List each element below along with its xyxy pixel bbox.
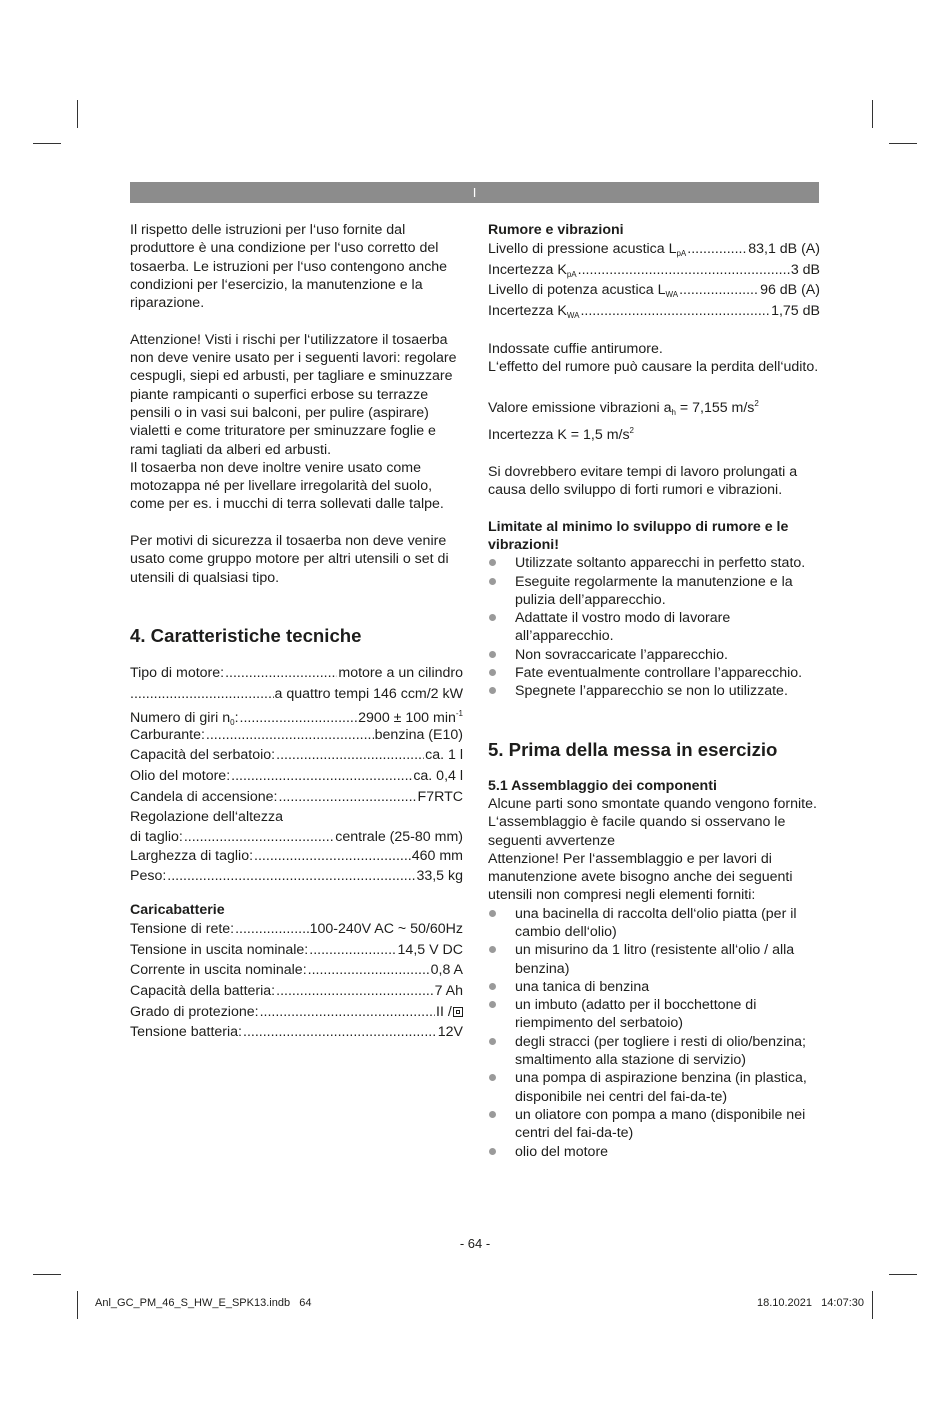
limit-list <box>488 554 820 700</box>
double-insulation-icon <box>453 1007 463 1017</box>
bullet-icon <box>489 614 496 621</box>
list-item: Utilizzate soltanto apparecchi in perfetto stato. <box>488 554 820 572</box>
spec-cut-width <box>130 846 463 867</box>
spec-label: di taglio: <box>130 828 183 845</box>
list-item: un misurino da 1 litro (resistente all‘olio / alla benzina) <box>488 941 820 978</box>
left-column <box>130 221 463 1043</box>
spec-label: Tensione in uscita nominale: <box>130 941 309 958</box>
noise-kwa <box>488 301 820 322</box>
spec-value: ca. 1 l <box>425 747 463 764</box>
charger-output-current <box>130 960 463 981</box>
noise-kpa <box>488 260 820 281</box>
spec-value: 12V <box>437 1024 463 1041</box>
list-item: un oliatore con pompa a mano (disponibile nei centri del fai-da-te) <box>488 1106 820 1143</box>
list-item: Adattate il vostro modo di lavorare all’apparecchio. <box>488 609 820 646</box>
bullet-icon <box>489 669 496 676</box>
spec-value: 100-240V AC ~ 50/60Hz <box>309 921 463 938</box>
spec-label: Grado di protezione: <box>130 1003 259 1020</box>
safety-paragraph: Per motivi di sicurezza il tosaerba non deve venire usato come gruppo motore per altri utensili o set di utensili di qualsiasi tipo. <box>130 533 449 586</box>
spec-label: Peso: <box>130 868 167 885</box>
avoid-paragraph: Si dovrebbero evitare tempi di lavoro prolungati a causa dello sviluppo di forti rumori e vibrazioni. <box>488 463 798 499</box>
spec-label: Candela di accensione: <box>130 788 278 805</box>
crop-mark-top-right-horizontal <box>889 143 917 144</box>
ear-protection-line: Indossate cuffie antirumore. <box>488 340 663 357</box>
bullet-icon <box>489 946 496 953</box>
spec-rpm <box>130 704 463 728</box>
spec-value: F7RTC <box>417 788 463 805</box>
bullet-icon <box>489 687 496 694</box>
charger-protection <box>130 1002 463 1023</box>
charger-battery-capacity <box>130 981 463 1002</box>
restriction-paragraph: Il tosaerba non deve inoltre venire usato come motozappa né per livellare irregolarità del suolo, come per es. i mucchi di terra sollevati dalle talpe. <box>130 459 444 513</box>
spec-engine-type <box>130 663 463 684</box>
charger-battery-voltage <box>130 1022 463 1043</box>
spec-value: motore a un cilindro <box>338 664 463 681</box>
assembly-intro: Alcune parti sono smontate quando vengono fornite. L‘assemblaggio è facile quando si osservano le seguenti avvertenze <box>488 795 817 849</box>
spec-label: Olio del motore: <box>130 767 231 784</box>
list-item: una bacinella di raccolta dell‘olio piatta (per il cambio dell‘olio) <box>488 905 820 942</box>
crop-mark-bottom-left-horizontal <box>33 1274 61 1275</box>
charger-title: Caricabatterie <box>130 901 225 918</box>
section-4-title: 4. Caratteristiche tecniche <box>130 624 362 646</box>
noise-lpa <box>488 239 820 260</box>
page-number: - 64 - <box>459 1236 491 1251</box>
noise-table <box>488 239 820 321</box>
warning-paragraph: Attenzione! Visti i rischi per l‘utilizzatore il tosaerba non deve venire usato per i seguenti lavori: regolare cespugli, siepi ed arbusti, per tagliare e sminuzzare piante rampicanti o superfici erbose su terrazze pensili o in vasi sui balconi, per pulire (aspirare) vialetti e come trituratore per sminuzzare foglie e rami tagliati da alberi ed arbusti. <box>130 331 457 458</box>
spec-value: 460 mm <box>411 847 463 864</box>
bullet-icon <box>489 1074 496 1081</box>
bullet-icon <box>489 910 496 917</box>
spec-label: Livello di potenza acustica $L_{WA}$ <box>488 282 679 300</box>
spec-label: Carburante: <box>130 726 205 743</box>
bullet-icon <box>489 559 496 566</box>
list-item: un imbuto (adatto per il bocchettone di riempimento del serbatoio) <box>488 996 820 1033</box>
limit-title: Limitate al minimo lo sviluppo di rumore e le vibrazioni! <box>488 518 789 553</box>
spec-value: 2900 ± 100 $\min^{-1}$ <box>358 709 463 727</box>
language-header-bar <box>130 182 819 203</box>
tools-list <box>488 905 820 1161</box>
spec-value: 7 Ah <box>434 982 463 999</box>
section-5-title: 5. Prima della messa in esercizio <box>488 738 778 760</box>
spec-oil <box>130 766 463 787</box>
spec-value: centrale (25-80 mm) <box>335 828 463 845</box>
specs-table <box>130 663 463 887</box>
spec-label: Numero di giri $n_0$: <box>130 710 239 728</box>
bullet-icon <box>489 1038 496 1045</box>
noise-title: Rumore e vibrazioni <box>488 222 624 238</box>
footer-datetime: 18.10.2021 14:07:30 <box>756 1297 864 1309</box>
spec-label: Tipo di motore: <box>130 664 225 681</box>
charger-mains <box>130 919 463 940</box>
spec-label: Larghezza di taglio: <box>130 847 254 864</box>
crop-mark-bottom-right-vertical <box>872 1291 873 1319</box>
spec-weight <box>130 866 463 887</box>
hearing-loss-line: L‘effetto del rumore può causare la perdita dell‘udito. <box>488 359 819 376</box>
list-item: degli stracci (per togliere i resti di olio/benzina; smaltimento alla stazione di servizio) <box>488 1033 820 1070</box>
spec-label: Corrente in uscita nominale: <box>130 962 307 979</box>
bullet-icon <box>489 1001 496 1008</box>
spec-label: Incertezza $K_{pA}$ <box>488 261 577 279</box>
spec-spark-plug <box>130 787 463 808</box>
spec-value: 83,1 dB (A) <box>748 241 820 258</box>
charger-output-voltage <box>130 940 463 961</box>
intro-paragraph: Il rispetto delle istruzioni per l‘uso fornite dal produttore è una condizione per l‘uso corretto del tosaerba. Le istruzioni per l‘uso contengono anche condizioni per l‘esercizio, la manutenzione e la riparazione. <box>130 222 448 312</box>
spec-value: a quattro tempi 146 ccm/2 kW <box>274 685 463 702</box>
spec-value: ca. 0,4 l <box>413 767 463 784</box>
spec-cut-height <box>130 828 463 846</box>
spec-value: benzina (E10) <box>374 726 463 743</box>
assembly-warning: Attenzione! Per l‘assemblaggio e per lavori di manutenzione avete bisogno anche dei seguenti utensili non compresi negli elementi forniti: <box>488 850 793 904</box>
list-item: Spegnete l’apparecchio se non lo utilizzate. <box>488 682 820 700</box>
bullet-icon <box>489 1148 496 1155</box>
vibration-uncertainty-line: Incertezza K = 1,5 $m/s^2$ <box>488 426 634 444</box>
crop-mark-top-left-vertical <box>77 100 78 128</box>
crop-mark-bottom-left-vertical <box>77 1291 78 1319</box>
spec-cut-height-label: Regolazione dell‘altezza <box>130 809 284 826</box>
footer-file-info: Anl_GC_PM_46_S_HW_E_SPK13.indb 64 <box>95 1297 312 1309</box>
subsection-5-1-title: 5.1 Assemblaggio dei componenti <box>488 777 717 794</box>
list-item: olio del motore <box>488 1143 820 1161</box>
spec-label: Capacità della batteria: <box>130 982 276 999</box>
bullet-icon <box>489 1111 496 1118</box>
list-item: una pompa di aspirazione benzina (in plastica, disponibile nei centri del fai-da-te) <box>488 1069 820 1106</box>
spec-label: Capacità del serbatoio: <box>130 747 276 764</box>
spec-label: Incertezza $K_{WA}$ <box>488 303 580 321</box>
spec-value: II / <box>436 1002 463 1023</box>
spec-value: 33,5 kg <box>416 868 463 885</box>
spec-engine-type-cont <box>130 684 463 705</box>
list-item: una tanica di benzina <box>488 978 820 996</box>
spec-value: 14,5 V DC <box>397 941 463 958</box>
spec-fuel <box>130 725 463 746</box>
spec-label: Tensione batteria: <box>130 1024 242 1041</box>
list-item: Non sovraccaricate l’apparecchio. <box>488 646 820 664</box>
bullet-icon <box>489 651 496 658</box>
spec-value: 0,8 A <box>430 962 463 979</box>
spec-value: 3 dB <box>790 261 820 278</box>
spec-value: 1,75 dB <box>771 303 820 320</box>
spec-label: Tensione di rete: <box>130 921 235 938</box>
spec-label: Livello di pressione acustica $L_{pA}$ <box>488 241 687 259</box>
crop-mark-top-right-vertical <box>872 100 873 128</box>
charger-table <box>130 919 463 1043</box>
vibration-value-line: Valore emissione vibrazioni $a_h = 7,155$ $m/s^2$ <box>488 398 759 417</box>
noise-lwa <box>488 280 820 301</box>
crop-mark-top-left-horizontal <box>33 143 61 144</box>
right-column <box>488 221 820 1161</box>
list-item: Fate eventualmente controllare l’apparecchio. <box>488 664 820 682</box>
spec-value: 96 dB (A) <box>760 282 820 299</box>
crop-mark-bottom-right-horizontal <box>889 1274 917 1275</box>
language-label: I <box>472 185 477 200</box>
list-item: Eseguite regolarmente la manutenzione e la pulizia dell’apparecchio. <box>488 573 820 610</box>
spec-tank <box>130 745 463 766</box>
bullet-icon <box>489 983 496 990</box>
bullet-icon <box>489 578 496 585</box>
